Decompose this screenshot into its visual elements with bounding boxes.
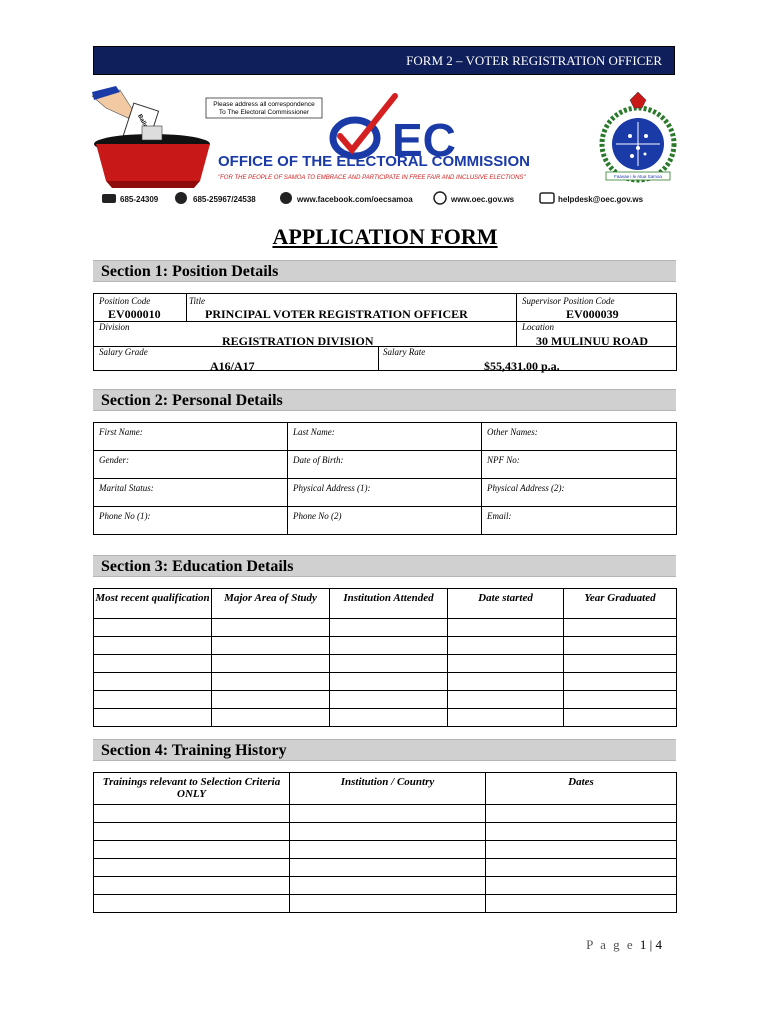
notice-line2: To The Electoral Commissioner <box>218 109 310 116</box>
page-num: 1 | 4 <box>639 937 662 952</box>
gender-field[interactable]: Gender: <box>94 451 288 479</box>
col-date-started: Date started <box>448 589 564 619</box>
phone-2-field[interactable]: Phone No (2) <box>288 507 482 535</box>
crest-motto: Faavae i le Atua Samoa <box>614 174 662 179</box>
training-table <box>93 772 677 913</box>
salary-rate-label: Salary Rate <box>383 347 426 357</box>
email-field[interactable]: Email: <box>482 507 677 535</box>
position-code-value: EV000010 <box>108 307 161 321</box>
col-dates: Dates <box>486 773 677 805</box>
org-name: OFFICE OF THE ELECTORAL COMMISSION <box>218 153 530 170</box>
col-institution-country: Institution / Country <box>290 773 486 805</box>
contact-facebook: www.facebook.com/oecsamoa <box>297 195 413 204</box>
position-code-label: Position Code <box>99 296 151 306</box>
ballot-box-icon <box>92 86 210 188</box>
ballot-paper-text: Ballot <box>136 113 150 132</box>
mobile-icon <box>175 192 187 204</box>
col-qualification: Most recent qualification <box>94 589 212 619</box>
contact-phone-2: 685-25967/24538 <box>193 195 256 204</box>
division-label: Division <box>99 322 130 332</box>
table-row <box>94 673 677 691</box>
first-name-field[interactable]: First Name: <box>94 423 288 451</box>
salary-rate-value: $55,431.00 p.a. <box>484 359 560 373</box>
col-institution: Institution Attended <box>330 589 448 619</box>
col-trainings: Trainings relevant to Selection Criteria ONLY <box>94 773 290 805</box>
contact-phone-1: 685-24309 <box>120 195 159 204</box>
section2-heading: Section 2: Personal Details <box>93 389 676 411</box>
title-value: PRINCIPAL VOTER REGISTRATION OFFICER <box>205 307 468 321</box>
division-value: REGISTRATION DIVISION <box>222 334 374 348</box>
other-names-field[interactable]: Other Names: <box>482 423 677 451</box>
col-major-area: Major Area of Study <box>212 589 330 619</box>
npf-no-field[interactable]: NPF No: <box>482 451 677 479</box>
globe-icon <box>434 192 446 204</box>
table-row <box>94 859 677 877</box>
education-table <box>93 588 677 727</box>
section3-heading: Section 3: Education Details <box>93 555 676 577</box>
last-name-field[interactable]: Last Name: <box>288 423 482 451</box>
facebook-icon <box>280 192 292 204</box>
location-value: 30 MULINUU ROAD <box>536 334 648 348</box>
contact-website: www.oec.gov.ws <box>451 195 515 204</box>
section1-heading: Section 1: Position Details <box>93 260 676 282</box>
form-label: FORM 2 – VOTER REGISTRATION OFFICER <box>406 53 662 68</box>
supervisor-code-label: Supervisor Position Code <box>522 296 615 306</box>
table-row <box>94 841 677 859</box>
page-title: APPLICATION FORM <box>272 224 498 249</box>
phone-icon <box>102 194 116 203</box>
slogan: "FOR THE PEOPLE OF SAMOA TO EMBRACE AND PARTICIPATE IN FREE FAIR AND INCLUSIVE ELECTIONS" <box>218 175 526 181</box>
oec-banner <box>90 86 680 214</box>
email-icon <box>540 193 554 203</box>
phone-1-field[interactable]: Phone No (1): <box>94 507 288 535</box>
title-label: Title <box>189 296 206 306</box>
table-row <box>94 619 677 637</box>
marital-status-field[interactable]: Marital Status: <box>94 479 288 507</box>
table-row <box>94 691 677 709</box>
table-row <box>94 823 677 841</box>
personal-details-table <box>93 422 677 535</box>
page-word: P a g e <box>586 937 635 952</box>
page-number <box>586 937 662 953</box>
table-row <box>94 655 677 673</box>
supervisor-code-value: EV000039 <box>566 307 619 321</box>
table-row <box>94 709 677 727</box>
table-row <box>94 805 677 823</box>
notice-line1: Please address all correspondence <box>213 101 315 108</box>
salary-grade-value: A16/A17 <box>210 359 255 373</box>
section4-heading: Section 4: Training History <box>93 739 676 761</box>
salary-grade-label: Salary Grade <box>99 347 148 357</box>
table-row <box>94 895 677 913</box>
contact-email: helpdesk@oec.gov.ws <box>558 195 644 204</box>
table-row <box>94 877 677 895</box>
col-year-graduated: Year Graduated <box>564 589 677 619</box>
svg-text:EC: EC <box>392 114 456 166</box>
table-row <box>94 637 677 655</box>
samoa-crest-icon <box>602 92 674 180</box>
physical-address-1-field[interactable]: Physical Address (1): <box>288 479 482 507</box>
date-of-birth-field[interactable]: Date of Birth: <box>288 451 482 479</box>
physical-address-2-field[interactable]: Physical Address (2): <box>482 479 677 507</box>
form-header-bar <box>93 46 675 75</box>
location-label: Location <box>522 322 555 332</box>
